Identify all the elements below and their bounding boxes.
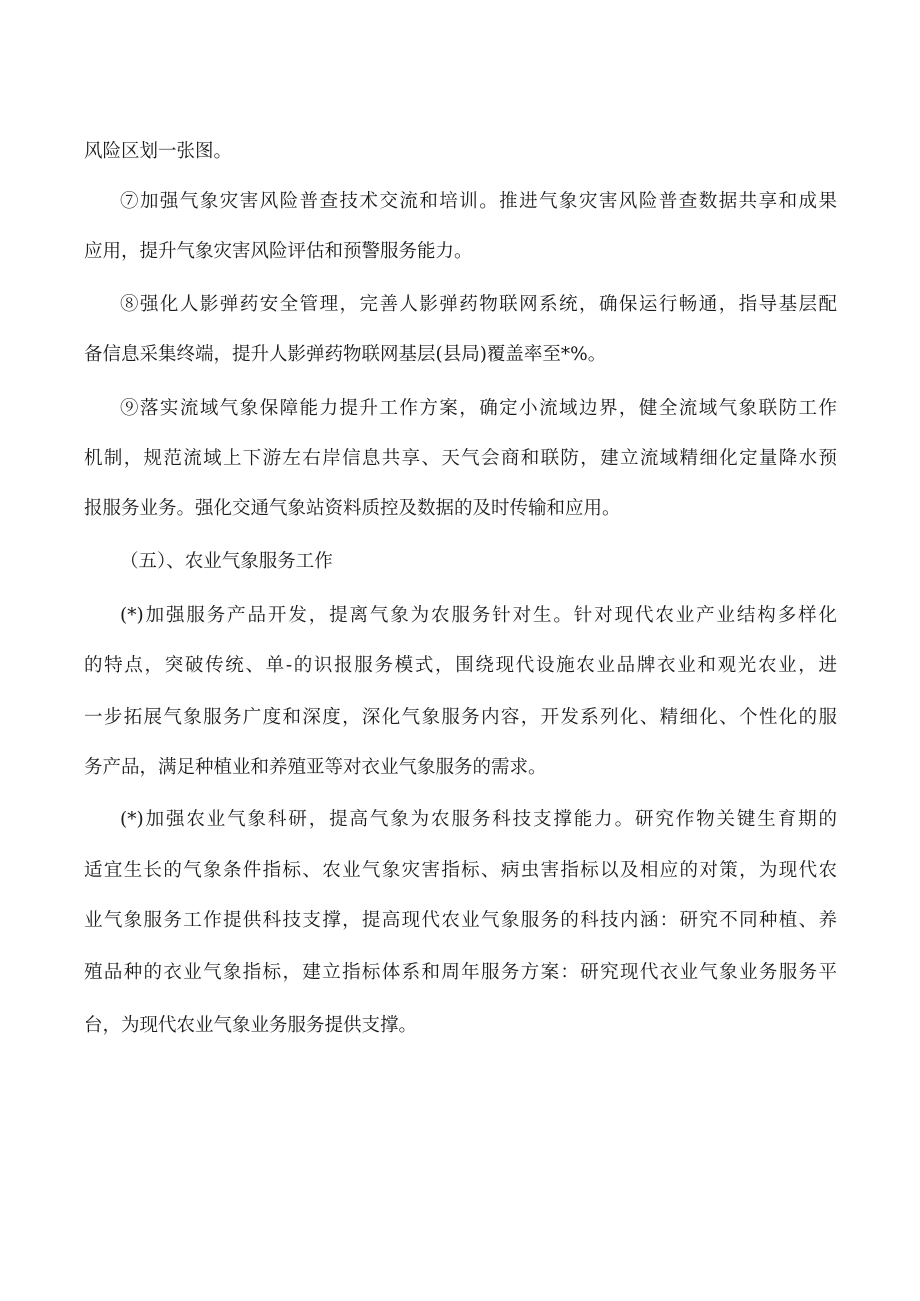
text-line-item-9-end: 报服务业务。强化交通气象站资料质控及数据的及时传输和应用。 (84, 498, 621, 519)
text-line-item-8-end: 备信息采集终端，提升人影弹药物联网基层(县局)覆盖率至*%。 (84, 344, 607, 365)
text-line-product-development-1: (*)加强服务产品开发，提离气象为农服务针对生。针对现代农业产业结构多样化 (120, 605, 837, 626)
section-heading-agriculture: （五）、农业气象服务工作 (120, 551, 333, 572)
text-line-product-development-2: 的特点，突破传统、单-的识报服务模式，围绕现代设施农业品牌衣业和观光农业，进 (84, 655, 837, 676)
text-line-risk-zoning-end: 风险区划一张图。 (84, 141, 233, 162)
text-line-item-9-middle: 机制，规范流域上下游左右岸信息共享、天气会商和联防，建立流域精细化定量降水预 (84, 448, 837, 469)
text-line-research-3: 业气象服务工作提供科技支撑，提高现代农业气象服务的科技内涵：研究不同种植、养 (84, 910, 837, 931)
text-line-research-1: (*)加强农业气象科研，提高气象为农服务科技支撑能力。研究作物关键生育期的 (120, 809, 837, 830)
text-line-research-5: 台，为现代农业气象业务服务提供支撑。 (84, 1015, 418, 1036)
text-line-research-2: 适宜生长的气象条件指标、农业气象灾害指标、病虫害指标以及相应的对策，为现代农 (84, 860, 837, 881)
text-line-research-4: 殖品种的衣业气象指标，建立指标体系和周年服务方案：研究现代衣业气象业务服务平 (84, 962, 837, 983)
text-line-item-9-start: ⑨落实流域气象保障能力提升工作方案，确定小流域边界，健全流域气象联防工作 (120, 398, 837, 419)
text-line-product-development-4: 务产品，满足种植业和养殖亚等对衣业气象服务的需求。 (84, 757, 547, 778)
text-line-item-7-end: 应用，提升气象灾害风险评估和预警服务能力。 (84, 241, 473, 262)
text-line-item-7-start: ⑦加强气象灾害风险普查技术交流和培训。推进气象灾害风险普查数据共享和成果 (120, 191, 837, 212)
text-line-item-8-start: ⑧强化人影弹药安全管理，完善人影弹药物联网系统，确保运行畅通，指导基层配 (120, 294, 837, 315)
text-line-product-development-3: 一步拓展气象服务广度和深度，深化气象服务内容，开发系列化、精细化、个性化的服 (84, 707, 837, 728)
